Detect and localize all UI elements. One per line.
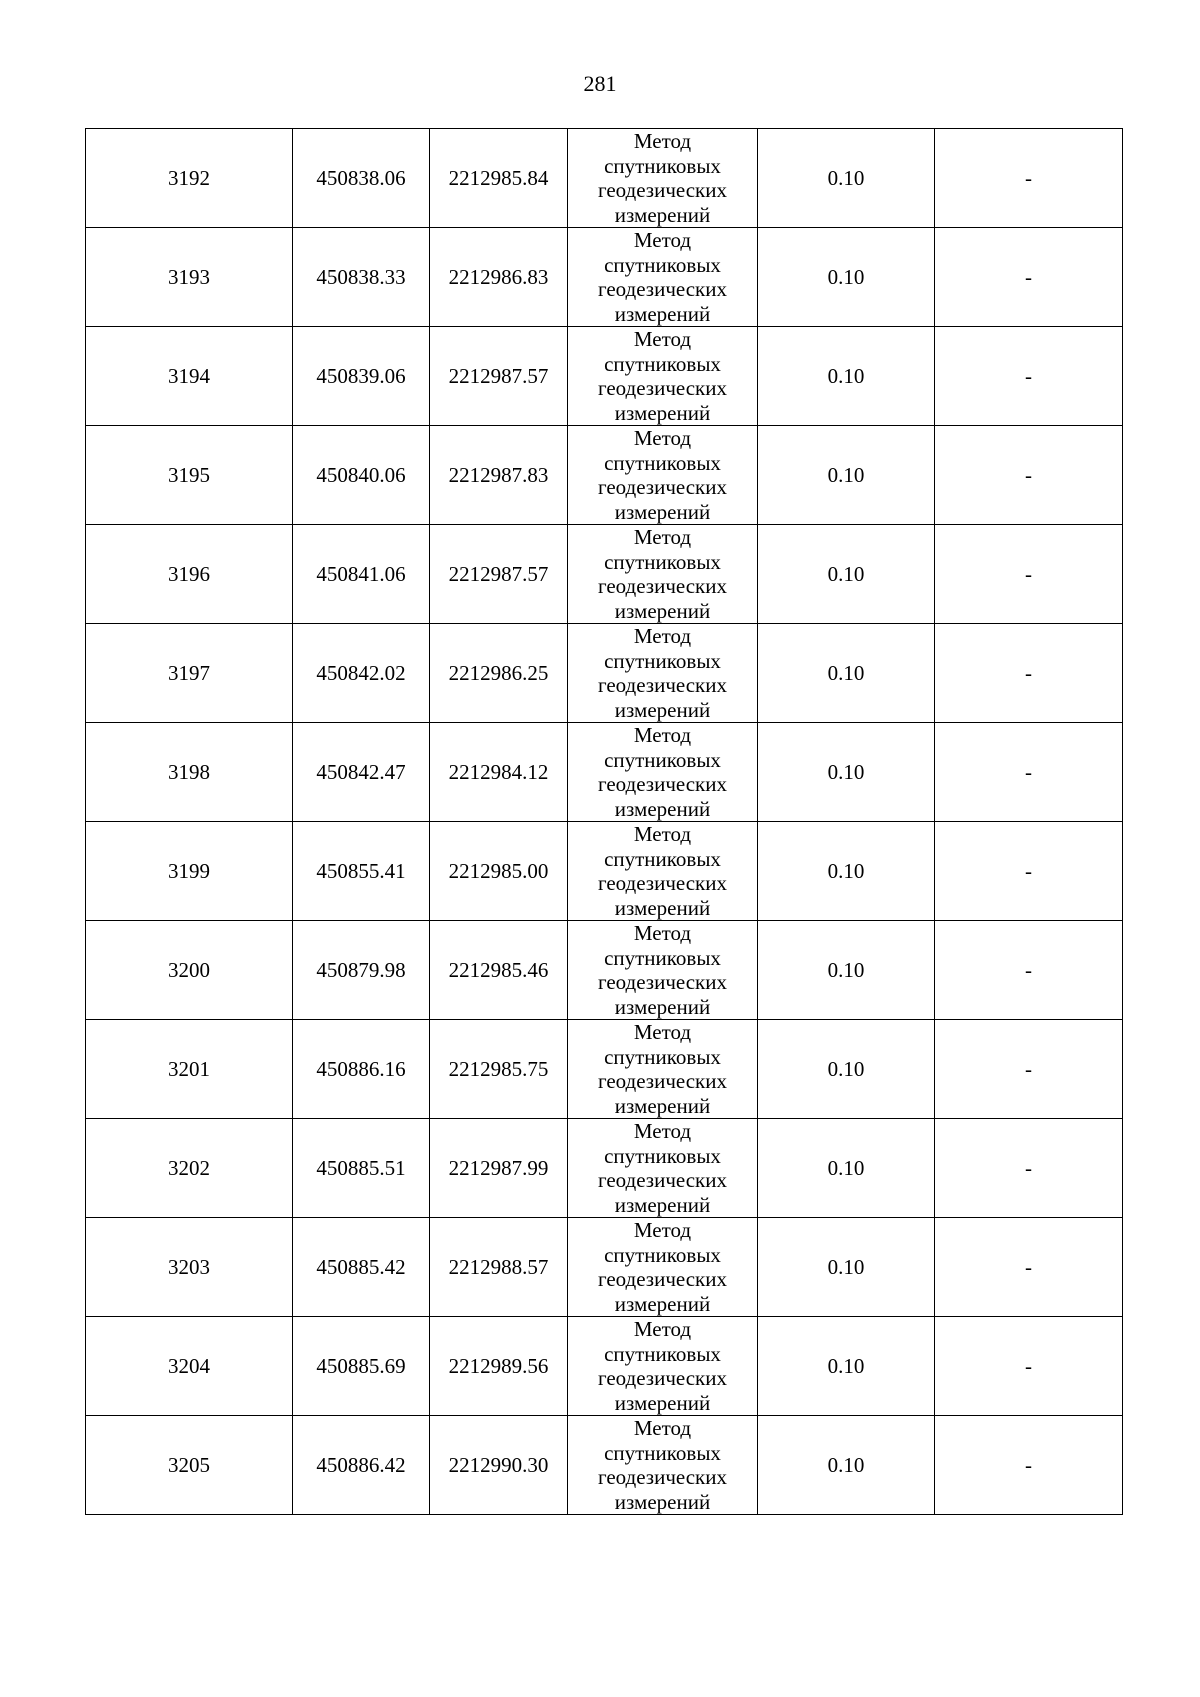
method-line: геодезических [597, 574, 727, 598]
method-line: геодезических [597, 1366, 727, 1390]
cell-method [568, 327, 758, 426]
cell-y-coordinate: 2212987.57 [430, 525, 568, 624]
cell-accuracy: 0.10 [758, 228, 935, 327]
cell-method [568, 129, 758, 228]
method-line: Метод [633, 1317, 692, 1341]
table-row [86, 426, 1123, 525]
cell-point-number: 3194 [86, 327, 293, 426]
cell-method [568, 822, 758, 921]
cell-accuracy: 0.10 [758, 1317, 935, 1416]
cell-accuracy: 0.10 [758, 1218, 935, 1317]
method-line: спутниковых [604, 351, 721, 376]
cell-method [568, 1416, 758, 1515]
cell-point-number: 3195 [86, 426, 293, 525]
method-line: спутниковых [604, 252, 721, 277]
method-line: спутниковых [604, 1044, 721, 1069]
cell-x-coordinate: 450885.69 [293, 1317, 430, 1416]
cell-y-coordinate: 2212987.83 [430, 426, 568, 525]
cell-accuracy: 0.10 [758, 1416, 935, 1515]
method-line: измерений [614, 301, 711, 326]
method-line: геодезических [597, 178, 727, 202]
cell-accuracy: 0.10 [758, 525, 935, 624]
method-line: геодезических [597, 970, 727, 994]
method-line: геодезических [597, 1465, 727, 1489]
cell-y-coordinate: 2212987.57 [430, 327, 568, 426]
cell-note: - [935, 228, 1123, 327]
method-line: Метод [633, 1218, 692, 1242]
method-line: спутниковых [604, 549, 721, 574]
table-row [86, 624, 1123, 723]
cell-note: - [935, 525, 1123, 624]
method-line: измерений [614, 1291, 711, 1316]
method-line: геодезических [597, 1168, 727, 1192]
method-line: спутниковых [604, 945, 721, 970]
cell-point-number: 3196 [86, 525, 293, 624]
method-line: Метод [633, 723, 692, 747]
method-line: измерений [614, 400, 711, 425]
cell-method [568, 228, 758, 327]
cell-point-number: 3197 [86, 624, 293, 723]
cell-note: - [935, 129, 1123, 228]
cell-x-coordinate: 450842.47 [293, 723, 430, 822]
method-line: Метод [633, 1416, 692, 1440]
method-line: геодезических [597, 1267, 727, 1291]
table-row [86, 129, 1123, 228]
cell-x-coordinate: 450855.41 [293, 822, 430, 921]
method-line: измерений [614, 1192, 711, 1217]
cell-method [568, 624, 758, 723]
method-line: спутниковых [604, 1143, 721, 1168]
method-line: геодезических [597, 475, 727, 499]
cell-y-coordinate: 2212986.83 [430, 228, 568, 327]
method-line: спутниковых [604, 846, 721, 871]
method-line: спутниковых [604, 450, 721, 475]
method-line: Метод [633, 525, 692, 549]
cell-y-coordinate: 2212990.30 [430, 1416, 568, 1515]
table-row [86, 1416, 1123, 1515]
cell-x-coordinate: 450841.06 [293, 525, 430, 624]
method-line: Метод [633, 228, 692, 252]
cell-point-number: 3193 [86, 228, 293, 327]
cell-x-coordinate: 450840.06 [293, 426, 430, 525]
method-line: геодезических [597, 772, 727, 796]
cell-accuracy: 0.10 [758, 624, 935, 723]
coordinates-table [85, 128, 1123, 1515]
coordinates-table-body [86, 129, 1123, 1515]
cell-note: - [935, 1317, 1123, 1416]
method-line: Метод [633, 1119, 692, 1143]
cell-note: - [935, 624, 1123, 723]
cell-point-number: 3201 [86, 1020, 293, 1119]
method-line: измерений [614, 202, 711, 227]
method-line: спутниковых [604, 747, 721, 772]
cell-method [568, 1218, 758, 1317]
method-line: измерений [614, 1489, 711, 1514]
cell-y-coordinate: 2212985.00 [430, 822, 568, 921]
cell-method [568, 1020, 758, 1119]
method-line: Метод [633, 624, 692, 648]
cell-point-number: 3205 [86, 1416, 293, 1515]
method-line: измерений [614, 499, 711, 524]
cell-method [568, 426, 758, 525]
cell-y-coordinate: 2212984.12 [430, 723, 568, 822]
cell-accuracy: 0.10 [758, 921, 935, 1020]
cell-x-coordinate: 450886.16 [293, 1020, 430, 1119]
method-line: Метод [633, 921, 692, 945]
cell-method [568, 1317, 758, 1416]
cell-y-coordinate: 2212986.25 [430, 624, 568, 723]
cell-point-number: 3202 [86, 1119, 293, 1218]
cell-y-coordinate: 2212989.56 [430, 1317, 568, 1416]
cell-note: - [935, 723, 1123, 822]
cell-x-coordinate: 450842.02 [293, 624, 430, 723]
cell-point-number: 3192 [86, 129, 293, 228]
cell-y-coordinate: 2212985.75 [430, 1020, 568, 1119]
cell-x-coordinate: 450885.51 [293, 1119, 430, 1218]
cell-x-coordinate: 450879.98 [293, 921, 430, 1020]
method-line: измерений [614, 598, 711, 623]
method-line: измерений [614, 796, 711, 821]
method-line: спутниковых [604, 648, 721, 673]
cell-accuracy: 0.10 [758, 822, 935, 921]
cell-accuracy: 0.10 [758, 426, 935, 525]
method-line: Метод [633, 129, 692, 153]
cell-accuracy: 0.10 [758, 327, 935, 426]
cell-x-coordinate: 450885.42 [293, 1218, 430, 1317]
method-line: геодезических [597, 871, 727, 895]
method-line: измерений [614, 1390, 711, 1415]
method-line: геодезических [597, 673, 727, 697]
cell-note: - [935, 1020, 1123, 1119]
cell-note: - [935, 921, 1123, 1020]
method-line: измерений [614, 697, 711, 722]
method-line: геодезических [597, 277, 727, 301]
cell-x-coordinate: 450839.06 [293, 327, 430, 426]
table-row [86, 921, 1123, 1020]
cell-note: - [935, 1416, 1123, 1515]
cell-point-number: 3203 [86, 1218, 293, 1317]
cell-point-number: 3198 [86, 723, 293, 822]
table-row [86, 723, 1123, 822]
method-line: измерений [614, 895, 711, 920]
cell-note: - [935, 1119, 1123, 1218]
cell-y-coordinate: 2212985.84 [430, 129, 568, 228]
cell-method [568, 525, 758, 624]
method-line: спутниковых [604, 1440, 721, 1465]
method-line: Метод [633, 822, 692, 846]
table-row [86, 1119, 1123, 1218]
cell-note: - [935, 426, 1123, 525]
cell-method [568, 1119, 758, 1218]
page-number: 281 [583, 71, 617, 96]
method-line: спутниковых [604, 1242, 721, 1267]
cell-x-coordinate: 450886.42 [293, 1416, 430, 1515]
cell-y-coordinate: 2212987.99 [430, 1119, 568, 1218]
method-line: геодезических [597, 376, 727, 400]
cell-accuracy: 0.10 [758, 129, 935, 228]
method-line: Метод [633, 1020, 692, 1044]
cell-accuracy: 0.10 [758, 1119, 935, 1218]
cell-y-coordinate: 2212985.46 [430, 921, 568, 1020]
table-row [86, 1317, 1123, 1416]
table-row [86, 228, 1123, 327]
method-line: Метод [633, 426, 692, 450]
cell-note: - [935, 822, 1123, 921]
cell-accuracy: 0.10 [758, 1020, 935, 1119]
cell-x-coordinate: 450838.33 [293, 228, 430, 327]
cell-note: - [935, 327, 1123, 426]
cell-method [568, 921, 758, 1020]
method-line: спутниковых [604, 153, 721, 178]
method-line: геодезических [597, 1069, 727, 1093]
method-line: измерений [614, 994, 711, 1019]
method-line: спутниковых [604, 1341, 721, 1366]
table-row [86, 1218, 1123, 1317]
cell-x-coordinate: 450838.06 [293, 129, 430, 228]
cell-point-number: 3200 [86, 921, 293, 1020]
cell-accuracy: 0.10 [758, 723, 935, 822]
table-row [86, 525, 1123, 624]
table-row [86, 822, 1123, 921]
method-line: Метод [633, 327, 692, 351]
cell-y-coordinate: 2212988.57 [430, 1218, 568, 1317]
cell-point-number: 3199 [86, 822, 293, 921]
cell-point-number: 3204 [86, 1317, 293, 1416]
cell-note: - [935, 1218, 1123, 1317]
table-row [86, 1020, 1123, 1119]
method-line: измерений [614, 1093, 711, 1118]
cell-method [568, 723, 758, 822]
table-row [86, 327, 1123, 426]
